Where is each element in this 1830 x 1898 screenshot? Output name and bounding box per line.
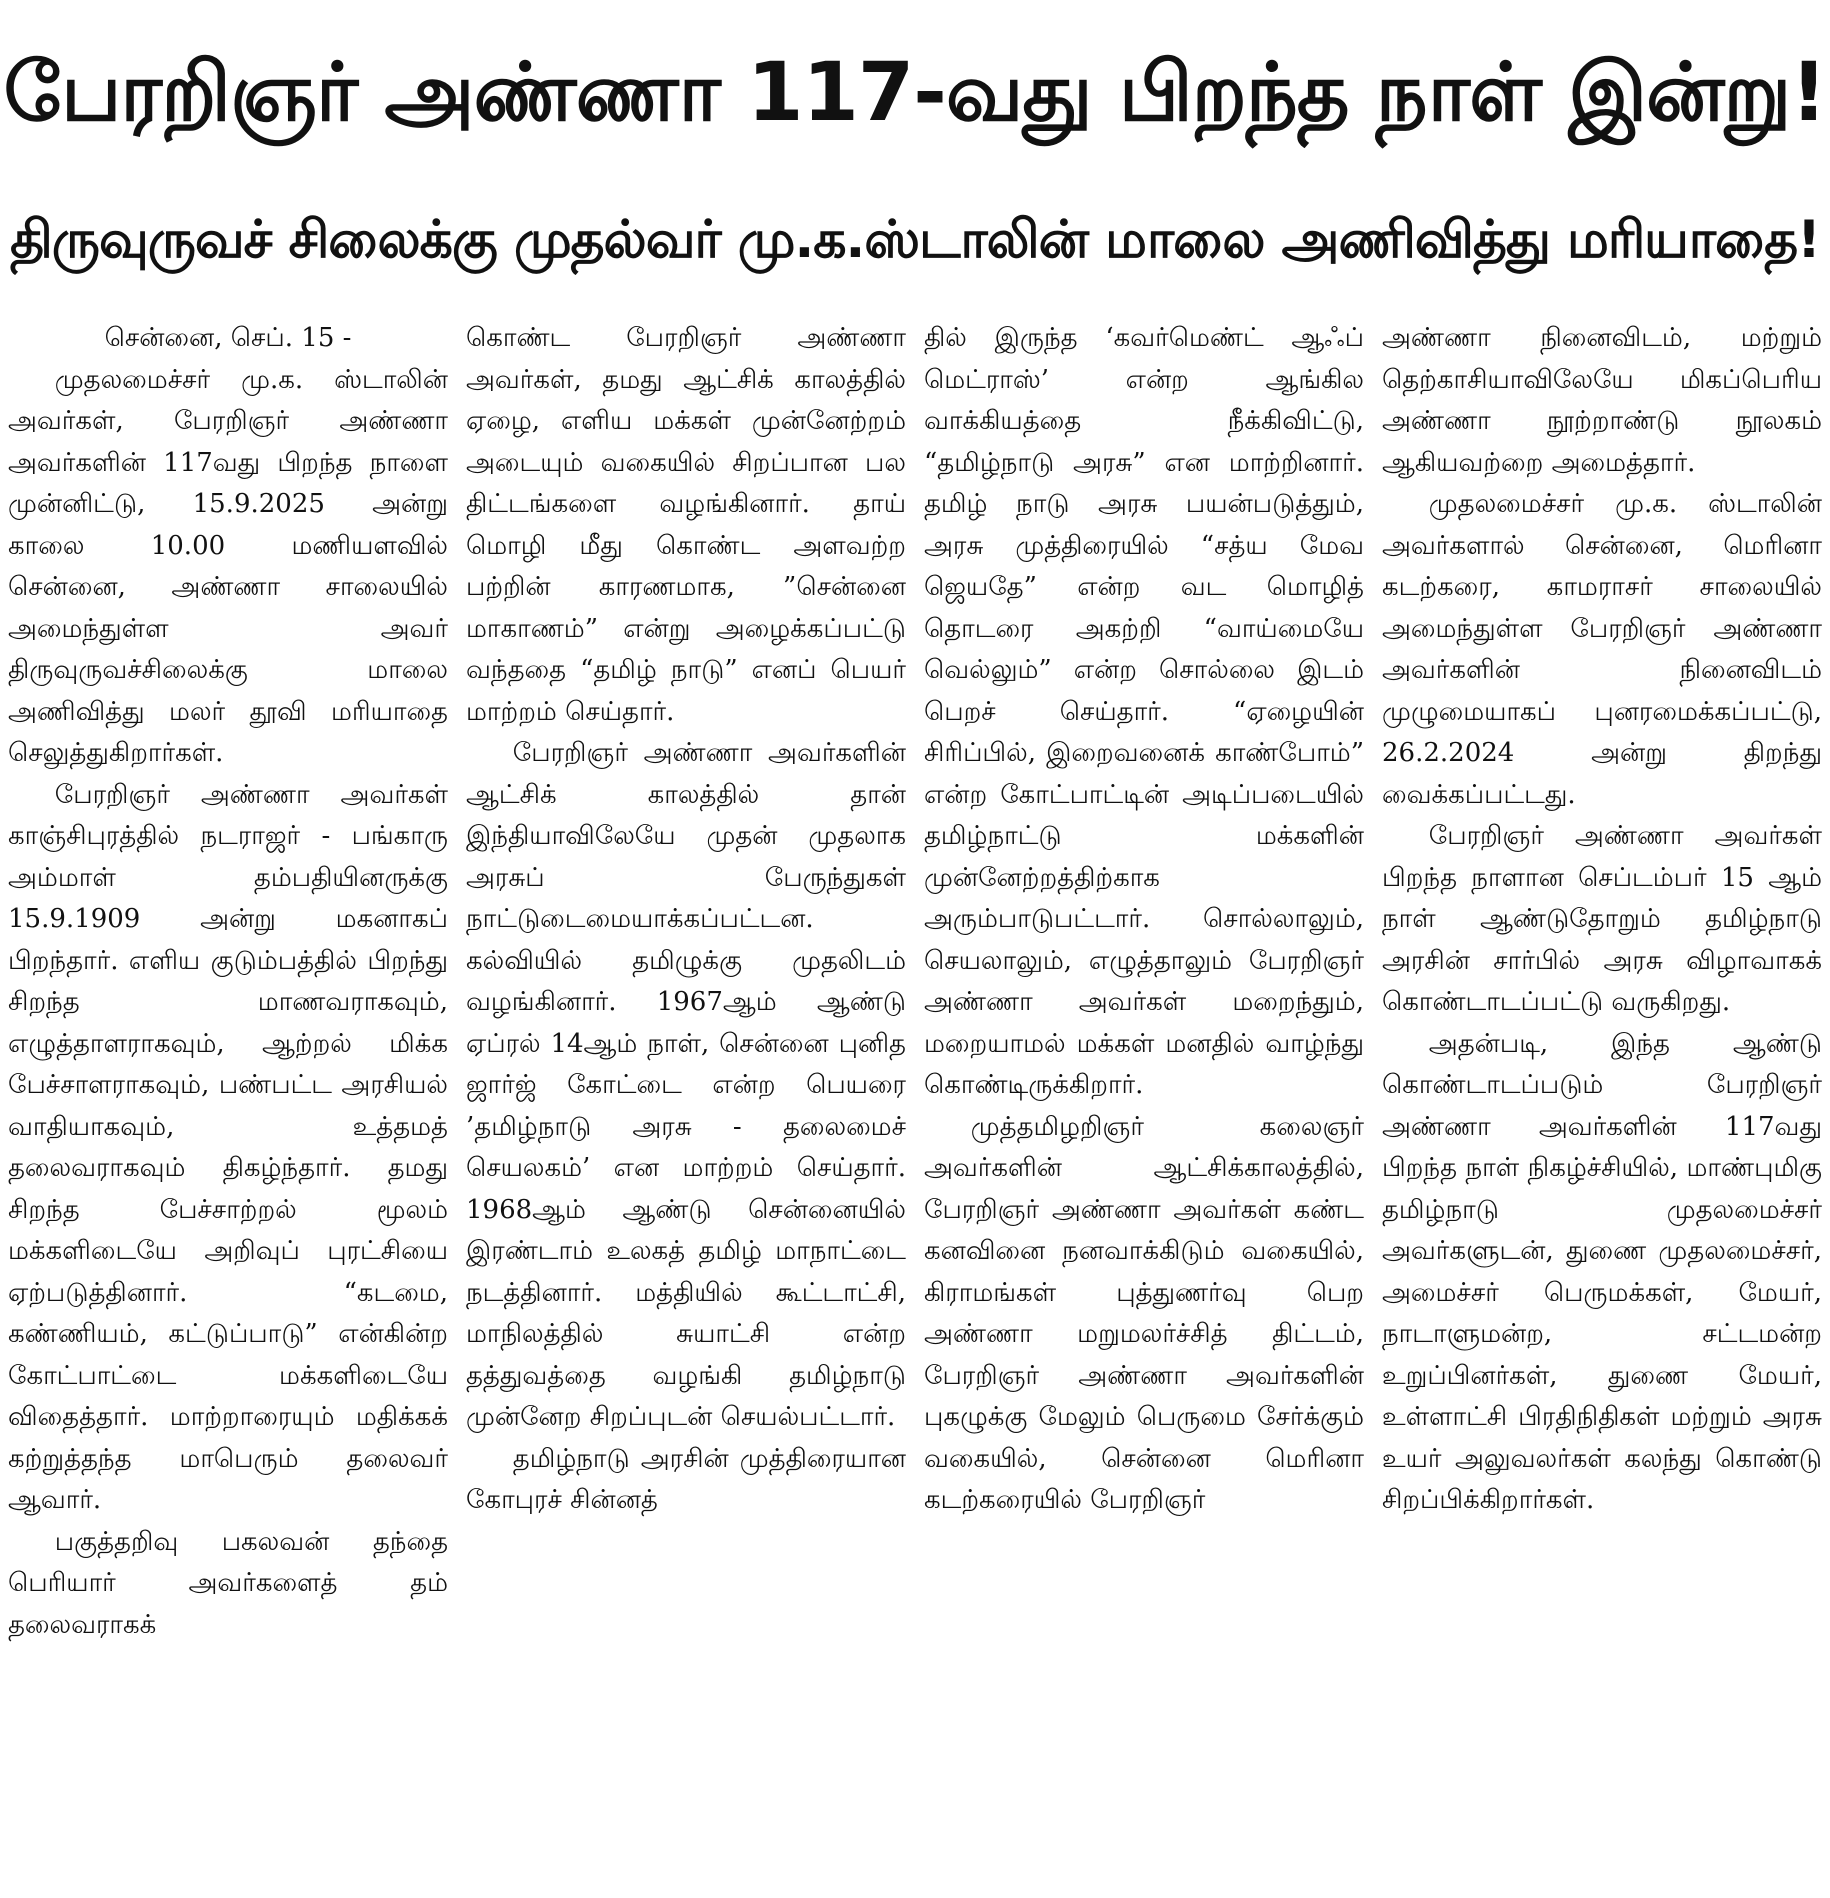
column-1 xyxy=(8,318,448,1890)
column-3 xyxy=(924,318,1364,1890)
dateline: சென்னை, செப். 15 - xyxy=(104,323,352,353)
column-4 xyxy=(1382,318,1822,1890)
paragraph: தில் இருந்த ‘கவர்மெண்ட் ஆஃப் மெட்ராஸ்’ என்ற ஆங்கில வாக்கியத்தை நீக்கிவிட்டு, “தமிழ்நாடு அரசு” என மாற்றினார். தமிழ் நாடு அரசு பயன்படுத்தும், அரசு முத்திரையில் “சத்ய மேவ ஜெயதே” என்ற வட மொழித் தொடரை அகற்றி “வாய்மையே வெல்லும்” என்ற சொல்லை இடம் பெறச் செய்தார். “ஏழையின் சிரிப்பில், இறைவனைக் காண்போம்” என்ற கோட்பாட்டின் அடிப்படையில் தமிழ்நாட்டு மக்களின் முன்னேற்றத்திற்காக அரும்பாடுபட்டார். சொல்லாலும், செயலாலும், எழுத்தாலும் பேரறிஞர் அண்ணா அவர்கள் மறைந்தும், மறையாமல் மக்கள் மனதில் வாழ்ந்து கொண்டிருக்கிறார். xyxy=(924,323,1364,1100)
subheadline: திருவுருவச் சிலைக்கு முதல்வர் மு.க.ஸ்டாலின் மாலை அணிவித்து மரியாதை! xyxy=(10,210,1820,270)
paragraph: தமிழ்நாடு அரசின் முத்திரையான கோபுரச் சின்னத் xyxy=(466,1443,906,1515)
paragraph: முத்தமிழறிஞர் கலைஞர் அவர்களின் ஆட்சிக்காலத்தில், பேரறிஞர் அண்ணா அவர்கள் கண்ட கனவினை நனவாக்கிடும் வகையில், கிராமங்கள் புத்துணர்வு பெற அண்ணா மறுமலர்ச்சித் திட்டம், பேரறிஞர் அண்ணா அவர்களின் புகழுக்கு மேலும் பெருமை சேர்க்கும் வகையில், சென்னை மெரினா கடற்கரையில் பேரறிஞர் xyxy=(924,1111,1364,1515)
paragraph: முதலமைச்சர் மு.க. ஸ்டாலின் அவர்களால் சென்னை, மெரினா கடற்கரை, காமராசர் சாலையில் அமைந்துள்ள பேரறிஞர் அண்ணா அவர்களின் நினைவிடம் முழுமையாகப் புனரமைக்கப்பட்டு, 26.2.2024 அன்று திறந்து வைக்கப்பட்டது. xyxy=(1382,489,1822,810)
headline: பேரறிஞர் அண்ணா 117-வது பிறந்த நாள் இன்று! xyxy=(3,46,1827,140)
paragraph: கொண்ட பேரறிஞர் அண்ணா அவர்கள், தமது ஆட்சிக் காலத்தில் ஏழை, எளிய மக்கள் முன்னேற்றம் அடையும் வகையில் சிறப்பான பல திட்டங்களை வழங்கினார். தாய் மொழி மீது கொண்ட அளவற்ற பற்றின் காரணமாக, ”சென்னை மாகாணம்” என்று அழைக்கப்பட்டு வந்ததை “தமிழ் நாடு” எனப் பெயர் மாற்றம் செய்தார். xyxy=(466,323,906,727)
paragraph: அண்ணா நினைவிடம், மற்றும் தெற்காசியாவிலேயே மிகப்பெரிய அண்ணா நூற்றாண்டு நூலகம் ஆகியவற்றை அமைத்தார். xyxy=(1382,323,1822,478)
paragraph: முதலமைச்சர் மு.க. ஸ்டாலின் அவர்கள், பேரறிஞர் அண்ணா அவர்களின் 117வது பிறந்த நாளை முன்னிட்டு, 15.9.2025 அன்று காலை 10.00 மணியளவில் சென்னை, அண்ணா சாலையில் அமைந்துள்ள அவர் திருவுருவச்சிலைக்கு மாலை அணிவித்து மலர் தூவி மரியாதை செலுத்துகிறார்கள். xyxy=(8,364,448,768)
paragraph: பகுத்தறிவு பகலவன் தந்தை பெரியார் அவர்களைத் தம் தலைவராகக் xyxy=(8,1526,448,1640)
paragraph: அதன்படி, இந்த ஆண்டு கொண்டாடப்படும் பேரறிஞர் அண்ணா அவர்களின் 117வது பிறந்த நாள் நிகழ்ச்சியில், மாண்புமிகு தமிழ்நாடு முதலமைச்சர் அவர்களுடன், துணை முதலமைச்சர், அமைச்சர் பெருமக்கள், மேயர், நாடாளுமன்ற, சட்டமன்ற உறுப்பினர்கள், துணை மேயர், உள்ளாட்சி பிரதிநிதிகள் மற்றும் அரசு உயர் அலுவலர்கள் கலந்து கொண்டு சிறப்பிக்கிறார்கள். xyxy=(1382,1028,1822,1515)
paragraph: பேரறிஞர் அண்ணா அவர்களின் ஆட்சிக் காலத்தில் தான் இந்தியாவிலேயே முதன் முதலாக அரசுப் பேருந்துகள் நாட்டுடைமையாக்கப்பட்டன. கல்வியில் தமிழுக்கு முதலிடம் வழங்கினார். 1967ஆம் ஆண்டு ஏப்ரல் 14ஆம் நாள், சென்னை புனித ஜார்ஜ் கோட்டை என்ற பெயரை ’தமிழ்நாடு அரசு - தலைமைச் செயலகம்’ என மாற்றம் செய்தார். 1968ஆம் ஆண்டு சென்னையில் இரண்டாம் உலகத் தமிழ் மாநாட்டை நடத்தினார். மத்தியில் கூட்டாட்சி, மாநிலத்தில் சுயாட்சி என்ற தத்துவத்தை வழங்கி தமிழ்நாடு முன்னேற சிறப்புடன் செயல்பட்டார். xyxy=(466,738,906,1432)
column-2 xyxy=(466,318,906,1890)
paragraph: பேரறிஞர் அண்ணா அவர்கள் காஞ்சிபுரத்தில் நடராஜர் - பங்காரு அம்மாள் தம்பதியினருக்கு 15.9.1909 அன்று மகனாகப் பிறந்தார். எளிய குடும்பத்தில் பிறந்து சிறந்த மாணவராகவும், எழுத்தாளராகவும், ஆற்றல் மிக்க பேச்சாளராகவும், பண்பட்ட அரசியல் வாதியாகவும், உத்தமத் தலைவராகவும் திகழ்ந்தார். தமது சிறந்த பேச்சாற்றல் மூலம் மக்களிடையே அறிவுப் புரட்சியை ஏற்படுத்தினார். “கடமை, கண்ணியம், கட்டுப்பாடு” என்கின்ற கோட்பாட்டை மக்களிடையே விதைத்தார். மாற்றாரையும் மதிக்கக் கற்றுத்தந்த மாபெரும் தலைவர் ஆவார். xyxy=(8,779,448,1515)
paragraph: பேரறிஞர் அண்ணா அவர்கள் பிறந்த நாளான செப்டம்பர் 15 ஆம் நாள் ஆண்டுதோறும் தமிழ்நாடு அரசின் சார்பில் அரசு விழாவாகக் கொண்டாடப்பட்டு வருகிறது. xyxy=(1382,821,1822,1017)
article-body xyxy=(8,318,1822,1890)
